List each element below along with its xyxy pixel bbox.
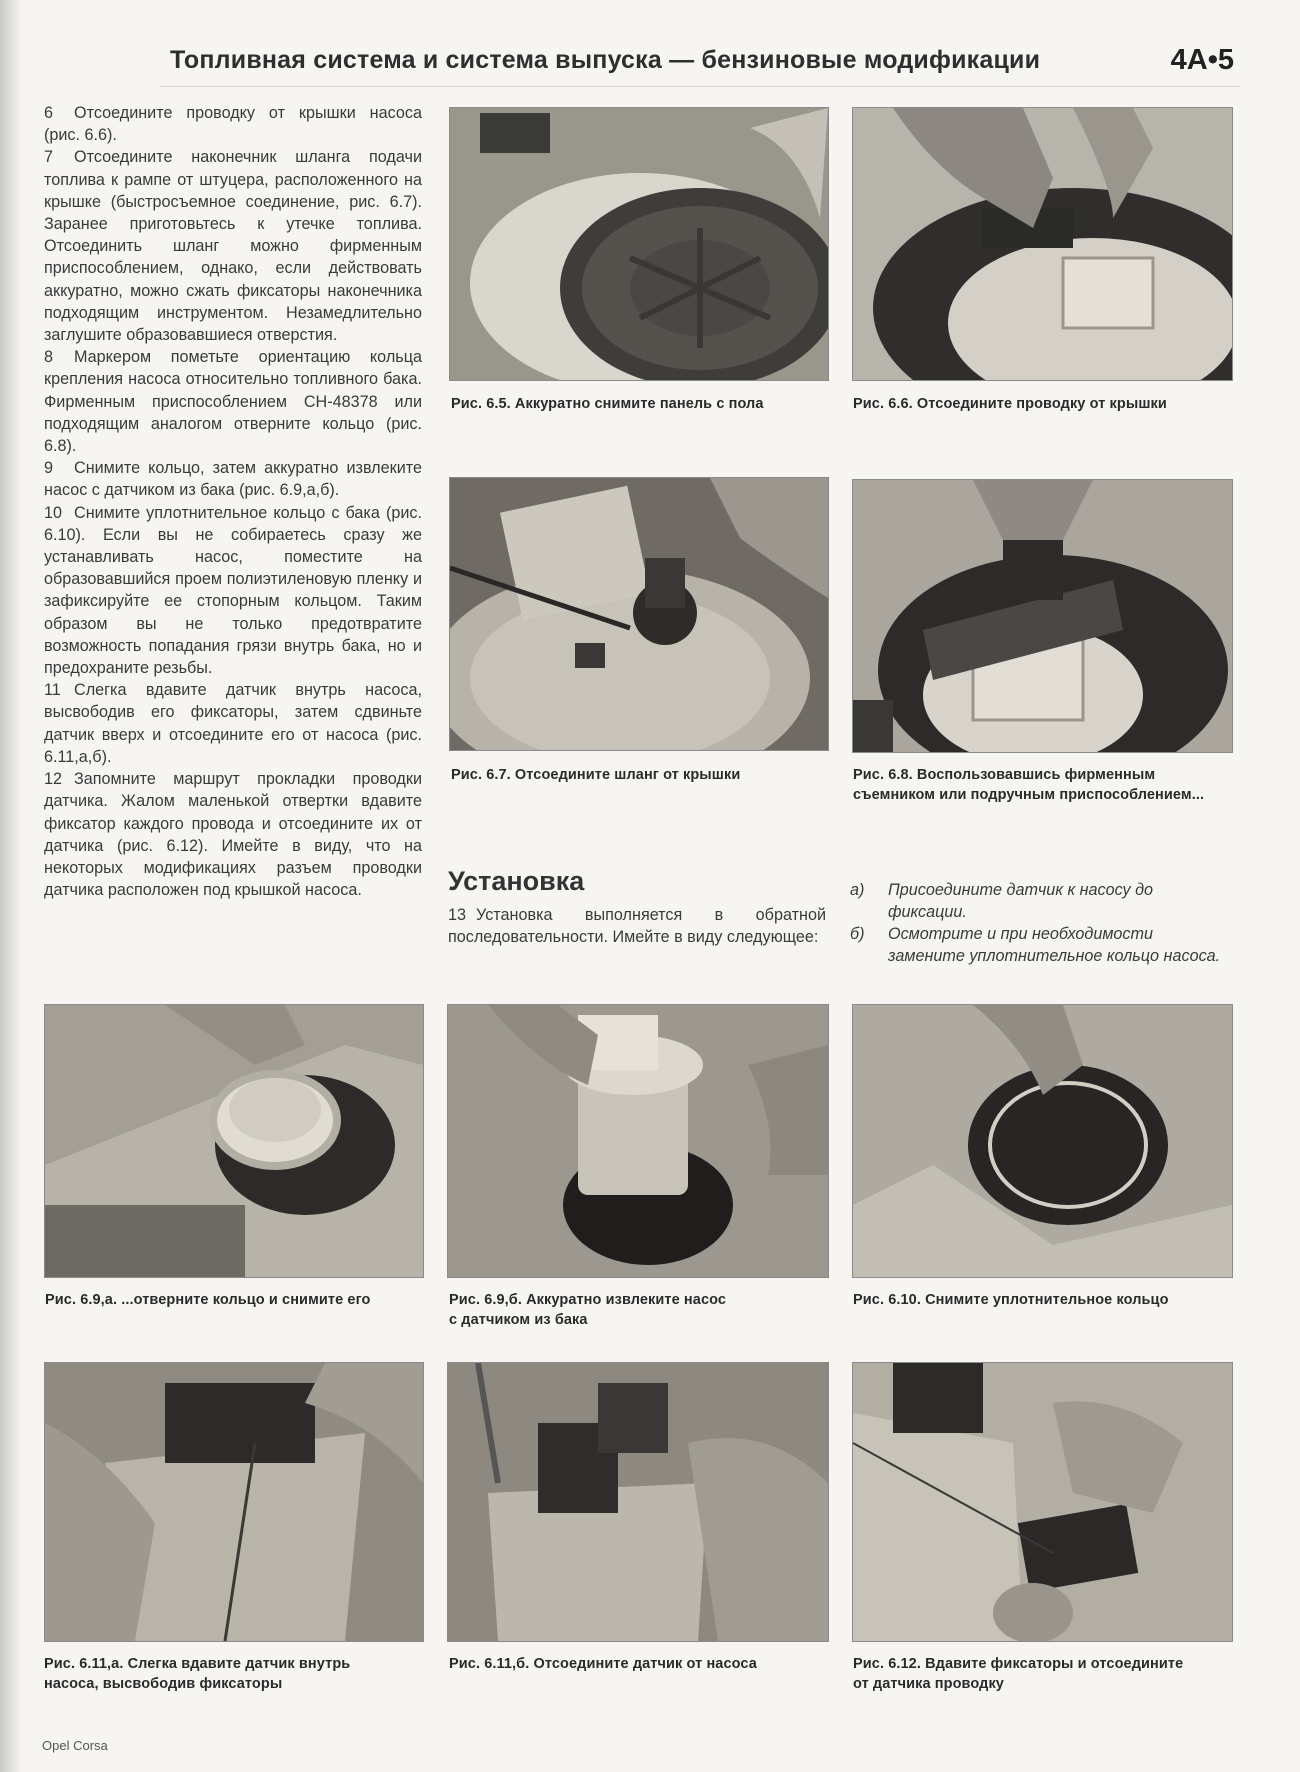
photo-fig-6-12 (852, 1362, 1233, 1642)
note-a: а) Присоедините датчик к насосу до фиксации. (850, 881, 1154, 921)
caption-fig-6-5: Рис. 6.5. Аккуратно снимите панель с пола (451, 396, 764, 412)
photo-fig-6-5 (449, 107, 829, 381)
installation-notes (850, 879, 1230, 967)
step-7: 7 Отсоедините наконечник шланга подачи топлива к рампе от штуцера, расположенного на крышке (быстросъемное соединение, рис. 6.7). Заранее приготовьтесь к утечке топлива. Отсоединить шланг можно фирменным приспособлением, однако, если действовать аккуратно, можно сжать фиксаторы наконечника подходящим инструментом. Незамедлительно заглушите образовавшиеся отверстия. (44, 148, 422, 345)
step-9: 9 Снимите кольцо, затем аккуратно извлеките насос с датчиком из бака (рис. 6.9,а,б). (44, 459, 422, 500)
caption-fig-6-10: Рис. 6.10. Снимите уплотнительное кольцо (853, 1292, 1169, 1308)
photo-fig-6-9b (447, 1004, 829, 1278)
step-8: 8 Маркером пометьте ориентацию кольца крепления насоса относительно топливного бака. Фирменным приспособлением CH-48378 или подходящим аналогом отверните кольцо (рис. 6.8). (44, 348, 422, 456)
header-title: Топливная система и система выпуска — бензиновые модификации (170, 46, 1041, 74)
note-b: б) Осмотрите и при необходимости замените уплотнительное кольцо насоса. (850, 925, 1221, 965)
caption-fig-6-11a-line-2: насоса, высвободив фиксаторы (44, 1676, 283, 1692)
section-heading-installation: Установка (448, 866, 585, 896)
footer-book-title: Opel Corsa (42, 1738, 108, 1753)
caption-fig-6-11b: Рис. 6.11,б. Отсоедините датчик от насоса (449, 1656, 757, 1672)
caption-fig-6-8-line-2: съемником или подручным приспособлением... (853, 787, 1205, 803)
photo-fig-6-10 (852, 1004, 1233, 1278)
caption-fig-6-11a (44, 1654, 350, 1694)
page-number: 4A•5 (1170, 44, 1234, 76)
photo-fig-6-8 (852, 479, 1233, 753)
step-12: 12 Запомните маршрут прокладки проводки датчика. Жалом маленькой отвертки вдавите фиксатор каждого провода и отсоедините их от датчика (рис. 6.12). Имейте в виду, что на некоторых модификациях разъем проводки датчика расположен под крышкой насоса. (44, 770, 422, 900)
photo-fig-6-9a (44, 1004, 424, 1278)
caption-fig-6-6: Рис. 6.6. Отсоедините проводку от крышки (853, 396, 1167, 412)
caption-fig-6-9b-line-2: с датчиком из бака (449, 1312, 588, 1328)
step-10: 10 Снимите уплотнительное кольцо с бака (рис. 6.10). Если вы не собираетесь сразу же устанавливать насос, поместите на образовавшийся проем полиэтиленовую пленку и зафиксируйте ее стопорным кольцом. Таким образом вы не только предотвратите возможность попадания грязи внутрь бака, но и предохраните резьбы. (44, 503, 422, 678)
photo-fig-6-6 (852, 107, 1233, 381)
caption-fig-6-9b-line-1: Рис. 6.9,б. Аккуратно извлеките насос (449, 1292, 727, 1308)
photo-fig-6-7 (449, 477, 829, 751)
page-header (160, 42, 1240, 87)
caption-fig-6-12 (853, 1654, 1183, 1694)
caption-fig-6-12-line-1: Рис. 6.12. Вдавите фиксаторы и отсоедините (853, 1656, 1184, 1672)
page-binding-shadow (0, 0, 22, 1772)
step-13: 13 Установка выполняется в обратной последовательности. Имейте в виду следующее: (448, 906, 826, 946)
caption-fig-6-8-line-1: Рис. 6.8. Воспользовавшись фирменным (853, 767, 1156, 783)
caption-fig-6-9a: Рис. 6.9,а. ...отверните кольцо и снимите его (45, 1292, 371, 1308)
caption-fig-6-9b (449, 1290, 726, 1330)
caption-fig-6-11a-line-1: Рис. 6.11,а. Слегка вдавите датчик внутрь (44, 1656, 351, 1672)
caption-fig-6-8 (853, 765, 1204, 805)
step-6: 6 Отсоедините проводку от крышки насоса (рис. 6.6). (44, 104, 422, 145)
caption-fig-6-7: Рис. 6.7. Отсоедините шланг от крышки (451, 767, 741, 783)
photo-fig-6-11a (44, 1362, 424, 1642)
procedure-text (44, 102, 422, 901)
caption-fig-6-12-line-2: от датчика проводку (853, 1676, 1004, 1692)
photo-fig-6-11b (447, 1362, 829, 1642)
step-11: 11 Слегка вдавите датчик внутрь насоса, высвободив его фиксаторы, затем сдвиньте датчик вверх и отсоедините его от насоса (рис. 6.11,а,б). (44, 681, 422, 766)
